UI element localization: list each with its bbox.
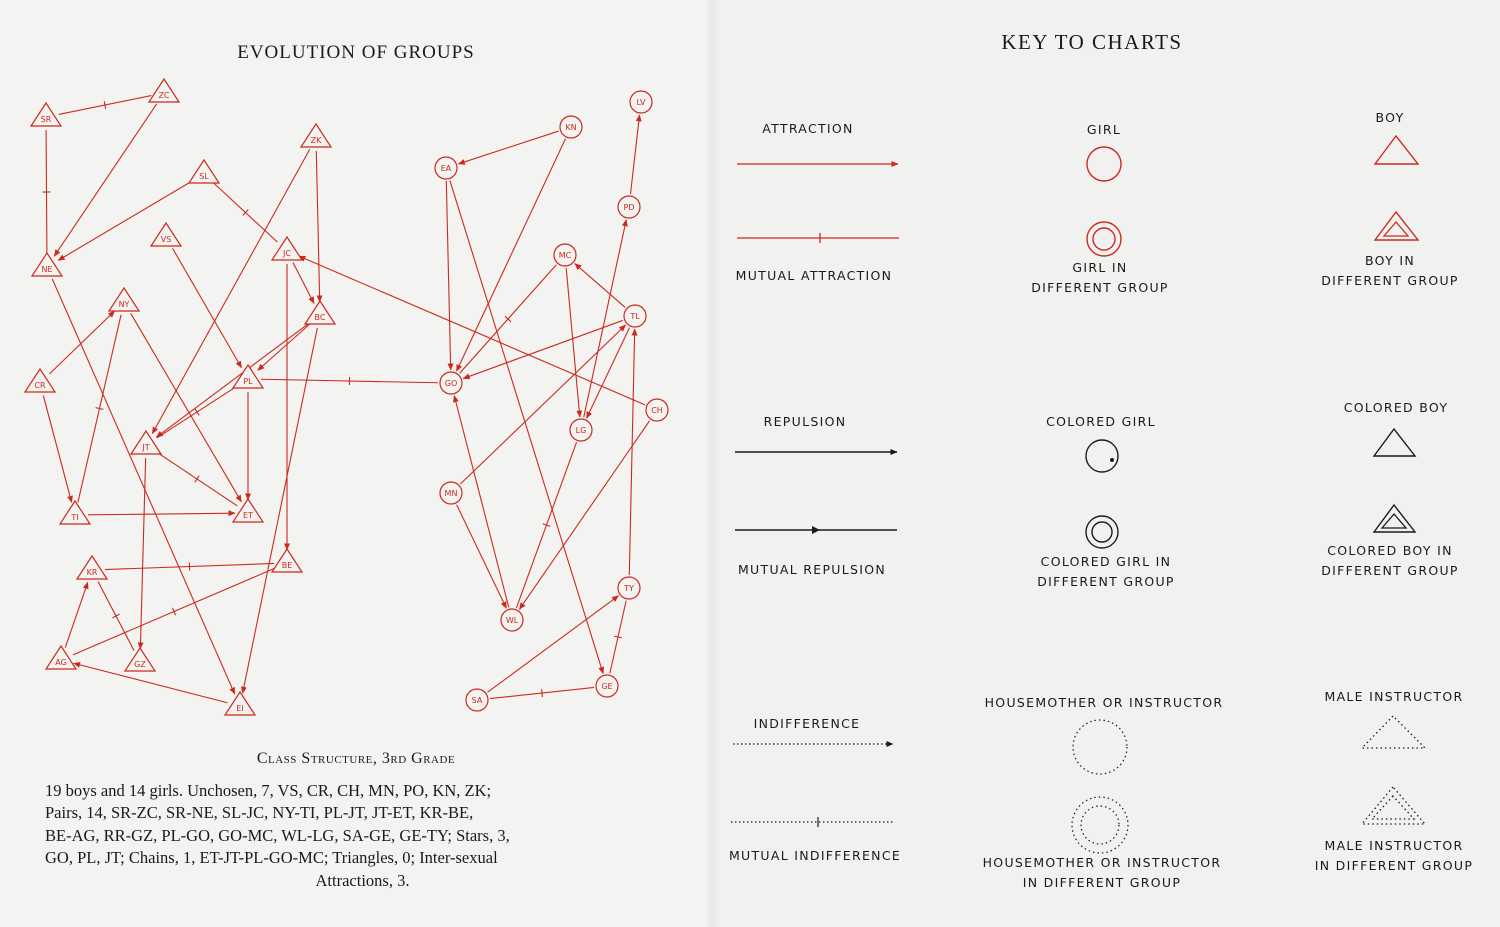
girl-node-ty — [618, 577, 640, 599]
girl-different-group-label: GIRL IN DIFFERENT GROUP — [1031, 260, 1169, 295]
colored-girl-label: COLORED GIRL — [1046, 414, 1156, 429]
attraction-edge-vs-pl — [173, 248, 242, 367]
attraction-edge-kn-ea — [458, 131, 558, 164]
girl-node-sa — [466, 689, 488, 711]
attraction-edge-jc-bc — [293, 263, 314, 304]
attraction-edge-cr-ny — [49, 311, 114, 374]
attraction-edge-ag-kr — [65, 582, 88, 647]
repulsion-label: REPULSION — [763, 414, 847, 429]
boy-node-zk — [301, 124, 331, 147]
node-label: TL — [630, 312, 640, 321]
summary-line: Attractions, 3. — [315, 870, 410, 890]
sociogram-diagram — [0, 0, 712, 740]
node-label: TI — [71, 513, 79, 522]
colored-boy-label: COLORED BOY — [1343, 400, 1449, 415]
mutual-indifference-label: MUTUAL INDIFFERENCE — [728, 848, 902, 863]
boy-node-vs — [151, 223, 181, 246]
node-label: MN — [444, 489, 458, 498]
colored-girl-different-group-label: COLORED GIRL IN DIFFERENT GROUP — [1037, 554, 1175, 589]
attraction-edge-ch-jc — [299, 256, 645, 405]
boy-node-gz — [125, 648, 155, 671]
diagram-caption: Class Structure, 3rd Grade — [256, 750, 456, 767]
boy-node-sr — [31, 103, 61, 126]
boy-node-jc — [272, 237, 302, 260]
girl-node-lv — [630, 91, 652, 113]
node-label: VS — [160, 235, 172, 244]
node-label: WL — [505, 616, 519, 625]
girl-node-pd — [618, 196, 640, 218]
boy-label: BOY — [1375, 110, 1405, 125]
boy-node-bc — [305, 301, 335, 324]
node-label: ZC — [158, 91, 170, 100]
node-label: JT — [142, 443, 150, 452]
node-label: EI — [236, 704, 244, 713]
attraction-edge-ti-et — [88, 513, 235, 515]
node-label: LG — [575, 426, 587, 435]
node-label: NY — [118, 300, 130, 309]
girl-node-lg — [570, 419, 592, 441]
male-instructor-different-group-label: MALE INSTRUCTOR IN DIFFERENT GROUP — [1314, 838, 1474, 873]
housemother-different-group-label: HOUSEMOTHER OR INSTRUCTOR IN DIFFERENT GROUP — [982, 855, 1222, 890]
girl-node-wl — [501, 609, 523, 631]
housemother-label: HOUSEMOTHER OR INSTRUCTOR — [984, 695, 1224, 710]
node-label: GZ — [134, 660, 146, 669]
boy-node-be — [272, 549, 302, 572]
node-label: MC — [558, 251, 572, 260]
girl-node-mc — [554, 244, 576, 266]
key-title: KEY TO CHARTS — [1001, 30, 1183, 54]
summary-line: GO, PL, JT; Chains, 1, ET-JT-PL-GO-MC; Triangles, 0; Inter-sexual — [45, 848, 498, 868]
mutual-tick — [542, 689, 543, 697]
girl-node-ge — [596, 675, 618, 697]
node-label: BE — [281, 561, 293, 570]
summary-line: BE-AG, RR-GZ, PL-GO, GO-MC, WL-LG, SA-GE, GE-TY; Stars, 3, — [45, 825, 510, 845]
attraction-edge-zc-ne — [54, 104, 156, 256]
boy-different-group-label: BOY IN DIFFERENT GROUP — [1321, 253, 1459, 288]
girl-node-tl — [624, 305, 646, 327]
girl-label: GIRL — [1086, 122, 1122, 137]
mutual-tick — [195, 476, 199, 483]
girl-node-ch — [646, 399, 668, 421]
boy-node-ag — [46, 646, 76, 669]
node-label: GO — [444, 379, 458, 388]
node-label: PL — [243, 377, 253, 386]
node-label: SA — [471, 696, 483, 705]
attraction-edge-mn-tl — [460, 325, 625, 484]
mutual-repulsion-label: MUTUAL REPULSION — [737, 562, 887, 577]
boy-node-zc — [149, 79, 179, 102]
boy-node-et — [233, 499, 263, 522]
node-label: TY — [624, 584, 634, 593]
colored-boy-different-group-label: COLORED BOY IN DIFFERENT GROUP — [1321, 543, 1459, 578]
summary-line: Pairs, 14, SR-ZC, SR-NE, SL-JC, NY-TI, PL-JT, JT-ET, KR-BE, — [45, 803, 474, 823]
class-structure-summary — [45, 780, 660, 892]
attraction-label: ATTRACTION — [762, 121, 854, 136]
attraction-edge-pd-lv — [630, 115, 639, 194]
attraction-edge-tl-mc — [575, 264, 625, 308]
girl-node-go — [440, 372, 462, 394]
boy-node-ny — [109, 288, 139, 311]
mutual-tick — [112, 614, 119, 618]
boy-node-sl — [189, 160, 219, 183]
male-instructor-label: MALE INSTRUCTOR — [1324, 689, 1464, 704]
attraction-edge-ny-et — [131, 313, 242, 502]
attraction-edge-ty-tl — [629, 329, 634, 575]
node-label: NE — [41, 265, 53, 274]
mutual-attraction-label: MUTUAL ATTRACTION — [735, 268, 893, 283]
node-label: BC — [314, 313, 326, 322]
boy-node-ei — [225, 692, 255, 715]
node-label: EA — [440, 164, 452, 173]
attraction-edge-bc-pl — [258, 324, 311, 371]
node-label: KN — [565, 123, 577, 132]
boy-node-kr — [77, 556, 107, 579]
node-label: AG — [55, 658, 67, 667]
node-label: KR — [86, 568, 98, 577]
node-label: ZK — [310, 136, 322, 145]
node-label: CR — [34, 381, 46, 390]
node-label: JC — [283, 249, 291, 258]
girl-node-ea — [435, 157, 457, 179]
node-label: CH — [651, 406, 663, 415]
indifference-label: INDIFFERENCE — [753, 716, 861, 731]
node-label: SL — [199, 172, 209, 181]
girl-node-kn — [560, 116, 582, 138]
attraction-edge-wl-go — [454, 396, 509, 608]
node-label: ET — [243, 511, 253, 520]
boy-node-ti — [60, 501, 90, 524]
attraction-edge-zk-bc — [316, 151, 319, 302]
attraction-edge-mn-wl — [457, 505, 507, 609]
boy-node-jt — [131, 431, 161, 454]
attraction-edge-cr-ti — [43, 396, 71, 503]
mutual-tick — [195, 409, 199, 416]
diagram-title: EVOLUTION OF GROUPS — [237, 42, 475, 63]
attraction-edge-mc-lg — [566, 268, 580, 417]
girl-node-mn — [440, 482, 462, 504]
node-label: LV — [636, 98, 646, 107]
attraction-edge-ea-go — [446, 181, 450, 370]
node-label: GE — [601, 682, 613, 691]
mutual-tick — [104, 101, 106, 109]
boy-node-ne — [32, 253, 62, 276]
node-label: PD — [623, 203, 635, 212]
summary-line: 19 boys and 14 girls. Unchosen, 7, VS, CR, CH, MN, PO, KN, ZK; — [45, 781, 492, 800]
node-label: SR — [40, 115, 52, 124]
